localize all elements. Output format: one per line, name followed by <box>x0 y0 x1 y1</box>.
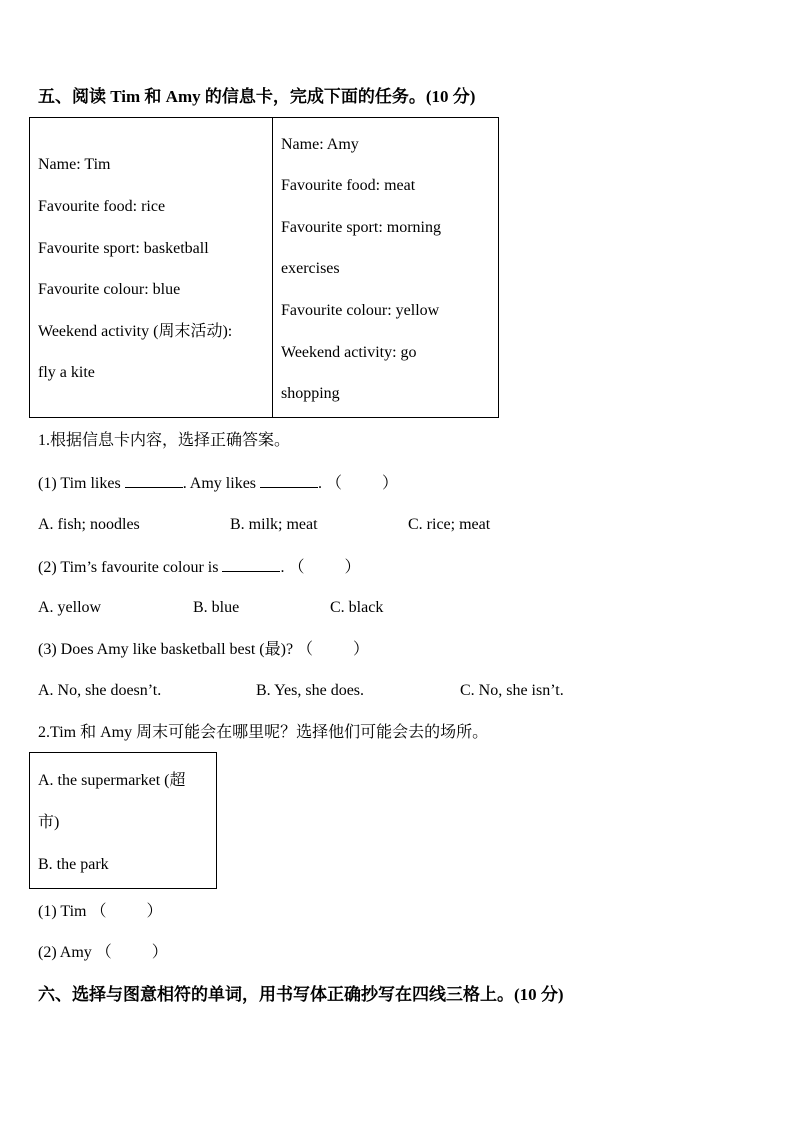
answer-amy[interactable]: (2) Amy （ ） <box>38 944 168 961</box>
q1-part2: . Amy likes <box>182 475 261 492</box>
place-a-cont: 市) <box>38 814 60 831</box>
amy-colour: Favourite colour: yellow <box>281 302 440 319</box>
q1-option-c[interactable]: C. rice; meat <box>408 516 491 533</box>
info-card-table <box>29 117 499 418</box>
answer-blank[interactable] <box>222 557 280 572</box>
section6-title: 六、选择与图意相符的单词，用书写体正确抄写在四线三格上。(10 分) <box>38 985 564 1004</box>
answer-blank[interactable] <box>260 473 318 488</box>
place-a: A. the supermarket (超 <box>38 772 186 789</box>
q2-option-c[interactable]: C. black <box>330 599 384 616</box>
tim-weekend-label: Weekend activity (周末活动): <box>38 323 233 340</box>
section5-title: 五、阅读 Tim 和 Amy 的信息卡，完成下面的任务。(10 分) <box>38 87 476 106</box>
q1-option-a[interactable]: A. fish; noodles <box>38 516 140 533</box>
q3-option-a[interactable]: A. No, she doesn’t. <box>38 682 162 699</box>
tim-colour: Favourite colour: blue <box>38 281 181 298</box>
q3-option-c[interactable]: C. No, she isn’t. <box>460 682 564 699</box>
q2-part2: . （ ） <box>280 559 361 576</box>
places-box <box>29 752 217 889</box>
amy-weekend-label: Weekend activity: go <box>281 344 417 361</box>
amy-sport: Favourite sport: morning <box>281 219 441 236</box>
amy-weekend-activity: shopping <box>281 385 340 402</box>
amy-sport-cont: exercises <box>281 260 340 277</box>
question-1 <box>38 473 398 494</box>
tim-sport: Favourite sport: basketball <box>38 240 209 257</box>
amy-name: Name: Amy <box>281 136 359 153</box>
q2-option-b[interactable]: B. blue <box>193 599 240 616</box>
question-3: (3) Does Amy like basketball best (最)? （ ） <box>38 641 370 658</box>
q2-part1: (2) Tim’s favourite colour is <box>38 559 223 576</box>
place-b: B. the park <box>38 856 109 873</box>
task2-instruction: 2.Tim 和 Amy 周末可能会在哪里呢？选择他们可能会去的场所。 <box>38 724 489 741</box>
q1-part1: (1) Tim likes <box>38 475 125 492</box>
answer-blank[interactable] <box>125 473 183 488</box>
answer-tim[interactable]: (1) Tim （ ） <box>38 903 163 920</box>
task1-instruction: 1.根据信息卡内容，选择正确答案。 <box>38 432 291 449</box>
tim-food: Favourite food: rice <box>38 198 166 215</box>
tim-name: Name: Tim <box>38 156 111 173</box>
amy-food: Favourite food: meat <box>281 177 416 194</box>
card-divider <box>272 118 273 417</box>
q1-option-b[interactable]: B. milk; meat <box>230 516 318 533</box>
q1-part3: . （ ） <box>318 475 399 492</box>
tim-weekend-activity: fly a kite <box>38 364 95 381</box>
q2-option-a[interactable]: A. yellow <box>38 599 102 616</box>
question-2 <box>38 557 360 578</box>
q3-option-b[interactable]: B. Yes, she does. <box>256 682 365 699</box>
